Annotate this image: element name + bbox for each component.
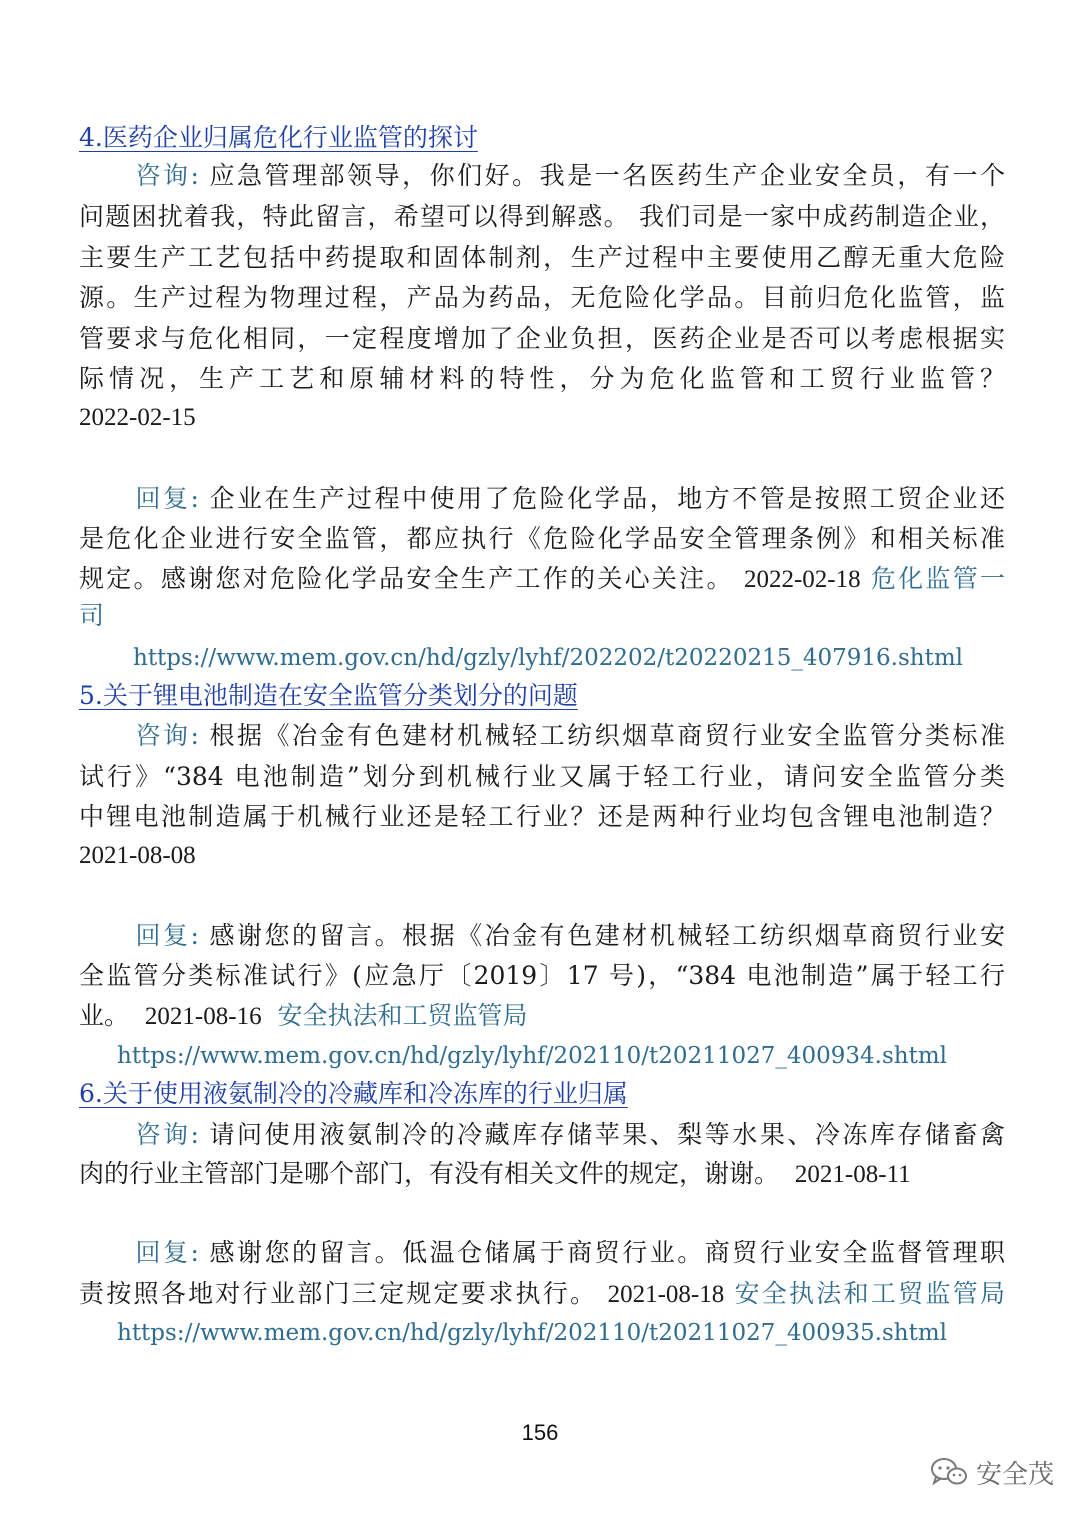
watermark-text: 安全茂 [976,1459,1055,1490]
source-link[interactable]: https://www.mem.gov.cn/hd/gzly/lyhf/202110/t20211027_400935.shtml [117,1320,947,1346]
reply-text: 责按照各地对行业部门三定规定要求执行。 [79,1279,598,1308]
section-heading-text: 5.关于锂电池制造在安全监管分类划分的问题 [79,681,578,710]
reply-text: 业。 [79,1001,130,1030]
reply-signature: 司 [79,601,105,630]
reply-line: 全监管分类标准试行》(应急厅〔2019〕17 号)，“384 电池制造”属于轻工行 [79,961,1005,990]
question-line: 主要生产工艺包括中药提取和固体制剂，生产过程中主要使用乙醇无重大危险 [79,243,1005,272]
reply-line [79,1275,1005,1314]
question-line: 试行》“384 电池制造”划分到机械行业又属于轻工行业，请问安全监管分类 [79,762,1005,791]
reply-line: 是危化企业进行安全监管，都应执行《危险化学品安全管理条例》和相关标准 [79,524,1005,553]
question-line: 源。生产过程为物理过程，产品为药品，无危险化学品。目前归危化监管，监 [79,283,1005,312]
section-heading [79,1075,644,1113]
section-heading [79,677,604,715]
question-line: 管要求与危化相同，一定程度增加了企业负担，医药企业是否可以考虑根据实 [79,324,1005,353]
reply-date: 2022-02-18 [743,566,861,593]
question-text: 根据《冶金有色建材机械轻工纺织烟草商贸行业安全监管分类标准 [209,721,1005,750]
question-text: 肉的行业主管部门是哪个部门，有没有相关文件的规定，谢谢。 [79,1159,780,1188]
page-number: 156 [521,1420,559,1445]
reply-date: 2021-08-16 [144,1003,262,1030]
source-link[interactable]: https://www.mem.gov.cn/hd/gzly/lyhf/202110/t20211027_400934.shtml [117,1043,947,1069]
question-text: 应急管理部领导，你们好。我是一名医药生产企业安全员，有一个 [209,161,1005,190]
question-label: 咨询: [133,721,199,750]
question-label: 咨询: [133,161,199,190]
section-heading-text: 4.医药企业归属危化行业监管的探讨 [79,123,478,152]
question-line [79,1116,1005,1154]
reply-line [79,560,1005,599]
question-date: 2021-08-08 [79,842,196,869]
reply-text: 感谢您的留言。根据《冶金有色建材机械轻工纺织烟草商贸行业安 [209,921,1005,950]
reply-label: 回复: [133,1238,199,1267]
question-date: 2022-02-15 [79,404,196,431]
question-line [79,1155,1005,1194]
reply-line [79,480,1005,518]
question-line: 中锂电池制造属于机械行业还是轻工行业？还是两种行业均包含锂电池制造？ [79,802,1005,831]
reply-date: 2021-08-18 [607,1281,725,1308]
reply-text: 规定。感谢您对危险化学品安全生产工作的关心关注。 [79,564,734,593]
question-text: 请问使用液氨制冷的冷藏库存储苹果、梨等水果、冷冻库存储畜禽 [209,1120,1005,1149]
reply-label: 回复: [133,484,199,513]
source-link[interactable]: https://www.mem.gov.cn/hd/gzly/lyhf/202202/t20220215_407916.shtml [133,645,963,671]
question-line [79,157,1005,195]
question-line [79,717,1005,755]
question-label: 咨询: [133,1120,199,1149]
reply-label: 回复: [133,921,199,950]
wechat-icon [930,1457,968,1487]
reply-signature: 安全执法和工贸监管局 [734,1279,1005,1308]
watermark [930,1448,1054,1496]
reply-text: 感谢您的留言。低温仓储属于商贸行业。商贸行业安全监督管理职 [209,1238,1005,1267]
section-heading [79,119,492,157]
reply-line [79,997,1005,1036]
reply-text: 企业在生产过程中使用了危险化学品，地方不管是按照工贸企业还 [209,484,1005,513]
question-line: 际情况，生产工艺和原辅材料的特性，分为危化监管和工贸行业监管？ [79,364,1005,393]
reply-signature: 危化监管一 [870,564,1005,593]
question-line: 问题困扰着我，特此留言，希望可以得到解惑。 我们司是一家中成药制造企业， [79,202,1005,231]
question-date: 2021-08-11 [794,1161,911,1188]
reply-line [79,1234,1005,1272]
section-heading-text: 6.关于使用液氨制冷的冷藏库和冷冻库的行业归属 [79,1079,628,1108]
reply-line [79,917,1005,955]
reply-signature: 安全执法和工贸监管局 [277,1001,528,1030]
